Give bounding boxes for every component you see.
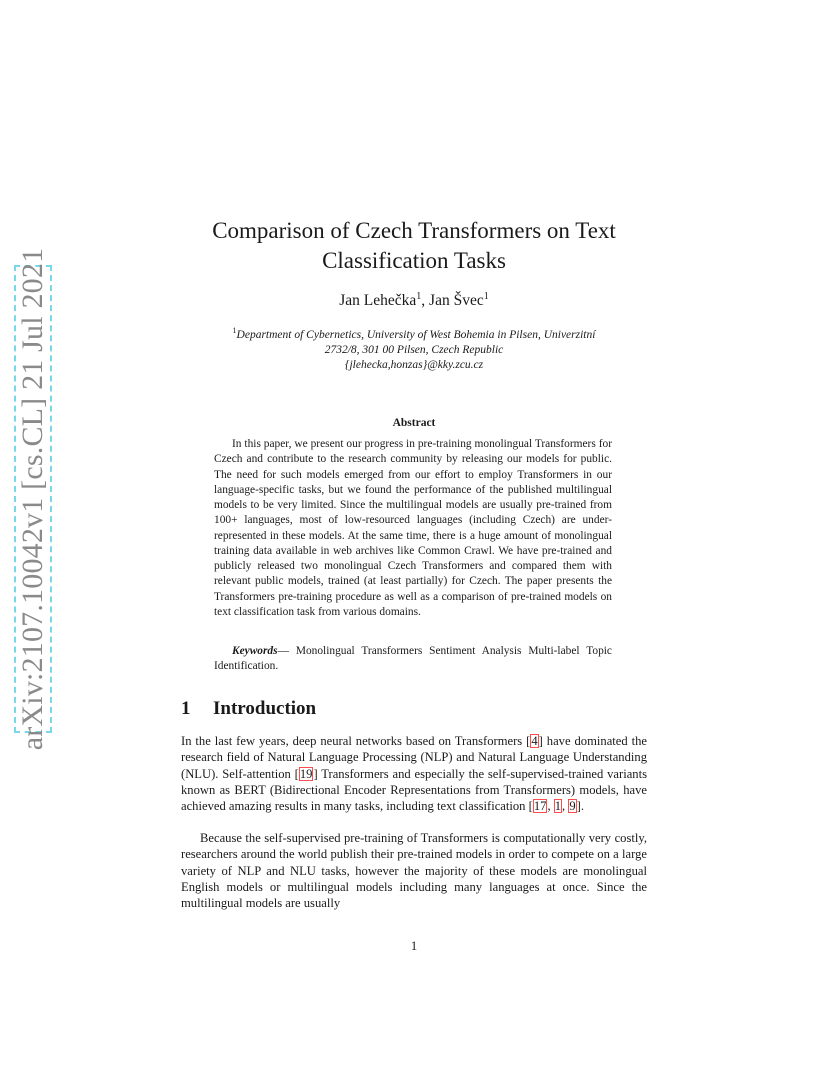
- keywords-text: Monolingual Transformers Sentiment Analysis Multi-label Topic Identification.: [214, 645, 612, 673]
- abstract-heading: Abstract: [392, 417, 436, 429]
- arxiv-identifier: arXiv:2107.10042v1 [cs.CL] 21 Jul 2021: [16, 247, 49, 751]
- paper-title: [160, 216, 668, 276]
- intro-paragraph-2: Because the self-supervised pre-training of Transformers is computationally very costly, researchers around the world publish their pre-trained models in order to compete on a large variety of NLP and NLU tasks, however the majority of these models are monolingual English models or multilingual models including many languages at once. Since the multilingual models are usually: [181, 831, 647, 911]
- affiliation-line-1: Department of Cybernetics, University of West Bohemia in Pilsen, Univerzitní: [236, 328, 596, 341]
- citation-link[interactable]: 4: [531, 734, 538, 748]
- section-heading: [181, 698, 316, 720]
- citation-link[interactable]: 17: [533, 799, 547, 814]
- keywords-label: Keywords: [232, 645, 278, 657]
- author-name: Jan Lehečka: [339, 292, 417, 310]
- paragraph-text: Transformers and especially the self-supervised-trained variants known as BERT (Bidirectional Encoder Representations from Transformers) models, have achieved amazing results in many tasks, including text classification: [181, 766, 647, 814]
- title-line-1: Comparison of Czech Transformers on Text: [212, 218, 616, 243]
- citation-link[interactable]: 19: [299, 766, 313, 781]
- affiliation: [160, 323, 668, 373]
- paragraph-text: .: [580, 799, 584, 814]
- title-line-2: Classification Tasks: [322, 248, 506, 273]
- author-affiliation-mark: 1: [416, 291, 422, 302]
- author-list: [160, 291, 668, 310]
- affiliation-line-2: 2732/8, 301 00 Pilsen, Czech Republic: [324, 343, 504, 356]
- affiliation-email: {jlehecka,honzas}@kky.zcu.cz: [344, 358, 484, 371]
- page-number: 1: [410, 939, 418, 953]
- intro-paragraph-1: In the last few years, deep neural networks based on Transformers [4] have dominated the research field of Natural Language Processing (NLP) and Natural Language Understanding (NLU). Self-attention [19] Transformers and especially the self-supervised-trained variants known as BERT (Bidirectional Encoder Representations from Transformers) models, have achieved amazing results in many tasks, including text classification [17, 1, 9].: [181, 734, 647, 814]
- arxiv-stamp: [14, 247, 52, 751]
- author-separator: ,: [421, 292, 430, 310]
- citation-link[interactable]: 9: [569, 799, 576, 814]
- citation-link[interactable]: 1: [554, 799, 562, 814]
- paragraph-text: In the last few years, deep neural networks based on Transformers: [181, 734, 527, 748]
- keywords: [214, 644, 612, 675]
- affiliation-mark: 1: [232, 326, 237, 335]
- keywords-dash: —: [277, 645, 296, 657]
- author-name: Jan Švec: [429, 292, 484, 310]
- paragraph-text: have dominated the research field of Natural Language Processing (NLP) and Natural Language Understanding (NLU). Self-attention: [181, 734, 647, 781]
- author-affiliation-mark: 1: [483, 291, 489, 302]
- abstract-text: In this paper, we present our progress in pre-training monolingual Transformers for Czech and contribute to the research community by releasing our models for public. The need for such models emerged from our effort to employ Transformers in our language-specific tasks, but we found the performance of the published multilingual models to be very limited. Since the multilingual models are usually pre-trained from 100+ languages, most of low-resourced languages (including Czech) are under-represented in these models. At the same time, there is a huge amount of monolingual training data available in web archives like Common Crawl. We have pre-trained and publicly released two monolingual Czech Transformers and compared them with relevant public models, trained (at least partially) for Czech. The paper presents the Transformers pre-training procedure as well as a comparison of pre-trained models on text classification task from various domains.: [214, 438, 612, 618]
- section-title: Introduction: [213, 698, 317, 719]
- section-number: 1: [181, 698, 191, 719]
